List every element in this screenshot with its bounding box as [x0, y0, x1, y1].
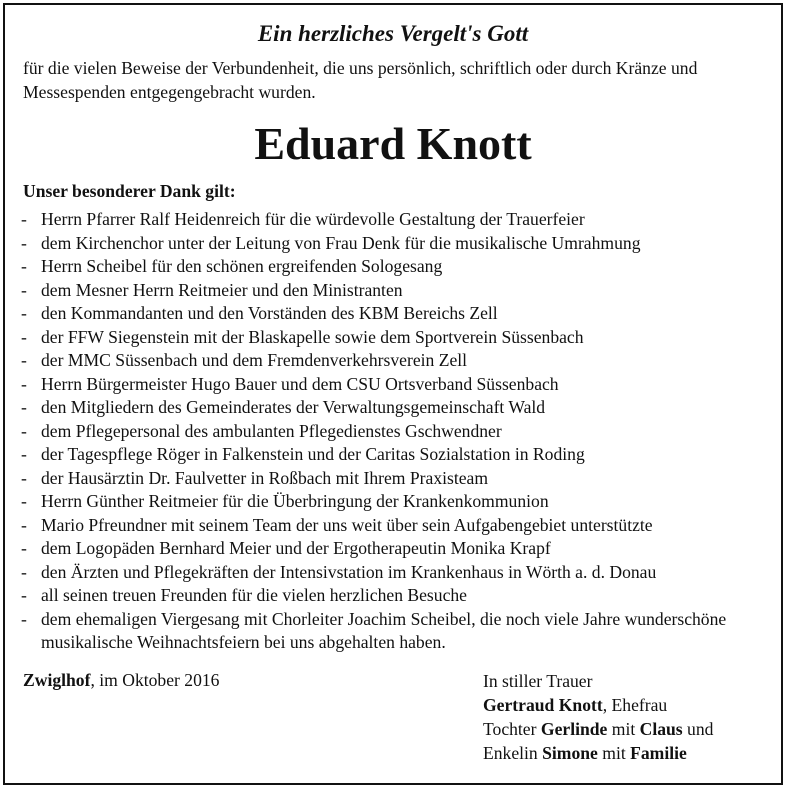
bullet-dash: -	[21, 561, 27, 582]
thanks-list	[21, 208, 773, 655]
list-item-text: den Kommandanten und den Vorständen des KBM Bereichs Zell	[41, 303, 498, 323]
list-item	[21, 584, 773, 608]
intro-text: für die vielen Beweise der Verbundenheit, die uns persönlich, schriftlich oder durch Kränze und Messespenden entgegengebracht wurden.	[23, 58, 698, 102]
list-item	[21, 561, 773, 585]
thanks-heading: Unser besonderer Dank gilt:	[23, 181, 236, 201]
signature-line: In stiller Trauer	[483, 671, 593, 691]
bullet-dash: -	[21, 420, 27, 441]
place-date-text: , im Oktober 2016	[90, 670, 220, 690]
signature-line	[483, 693, 713, 717]
bullet-dash: -	[21, 209, 27, 229]
list-item	[21, 208, 773, 232]
list-item-text: der Tagespflege Röger in Falkenstein und der Caritas Sozialstation in Roding	[41, 444, 585, 464]
bullet-dash: -	[21, 232, 27, 253]
bullet-dash: -	[21, 350, 27, 370]
list-item-text: dem Kirchenchor unter der Leitung von Frau Denk für die musikalische Umrahmung	[41, 232, 641, 253]
bullet-dash: -	[21, 585, 27, 605]
list-item	[21, 608, 773, 655]
list-item	[21, 373, 773, 397]
list-item-text: all seinen treuen Freunden für die vielen herzlichen Besuche	[41, 585, 467, 605]
list-item-text: dem Mesner Herrn Reitmeier und den Ministranten	[41, 279, 403, 300]
bullet-dash: -	[21, 444, 27, 464]
bullet-dash: -	[21, 373, 27, 394]
list-item-text: den Mitgliedern des Gemeinderates der Verwaltungsgemeinschaft Wald	[41, 397, 546, 417]
bullet-dash: -	[21, 467, 27, 488]
signature-text: mit	[607, 719, 640, 739]
deceased-name: Eduard Knott	[254, 118, 532, 169]
notice-frame	[3, 3, 783, 785]
bullet-dash: -	[21, 608, 27, 629]
signature-name: Familie	[630, 743, 687, 763]
signature-text: Enkelin	[483, 743, 543, 763]
list-item-text: der Hausärztin Dr. Faulvetter in Roßbach mit Ihrem Praxisteam	[41, 467, 489, 488]
signature-name: Simone	[542, 743, 598, 763]
list-item	[21, 514, 773, 538]
bullet-dash: -	[21, 326, 27, 347]
list-item	[21, 467, 773, 491]
bullet-dash: -	[21, 538, 27, 558]
bullet-dash: -	[21, 491, 27, 511]
bullet-dash: -	[21, 279, 27, 300]
list-item	[21, 326, 773, 350]
signature-text: Tochter	[483, 719, 541, 739]
bullet-dash: -	[21, 256, 27, 276]
list-item-text: der MMC Süssenbach und dem Fremdenverkehrsverein Zell	[41, 350, 468, 370]
list-item-text: den Ärzten und Pflegekräften der Intensivstation im Krankenhaus in Wörth a. d. Donau	[41, 561, 657, 582]
headline: Ein herzliches Vergelt's Gott	[257, 21, 529, 46]
bullet-dash: -	[21, 514, 27, 535]
list-item	[21, 302, 773, 326]
signature-text: , Ehefrau	[602, 695, 668, 715]
list-item-text: Herrn Scheibel für den schönen ergreifenden Sologesang	[41, 256, 443, 276]
list-item-text: dem ehemaligen Viergesang mit Chorleiter Joachim Scheibel, die noch viele Jahre wunderschöne musikalische Weihnachtsfeiern bei uns abgehalten haben.	[41, 608, 727, 652]
list-item-text: dem Logopäden Bernhard Meier und der Ergotherapeutin Monika Krapf	[41, 538, 551, 558]
place-town: Zwiglhof	[23, 670, 91, 690]
place-date	[23, 669, 219, 692]
bullet-dash: -	[21, 303, 27, 323]
signature-text: und	[682, 719, 714, 739]
list-item-text: dem Pflegepersonal des ambulanten Pflegedienstes Gschwendner	[41, 420, 502, 441]
list-item	[21, 279, 773, 303]
list-item	[21, 255, 773, 279]
list-item	[21, 396, 773, 420]
signature-name: Gerlinde	[540, 719, 608, 739]
list-item	[21, 232, 773, 256]
list-item-text: Herrn Bürgermeister Hugo Bauer und dem CSU Ortsverband Süssenbach	[41, 373, 559, 394]
list-item-text: Herrn Pfarrer Ralf Heidenreich für die würdevolle Gestaltung der Trauerfeier	[41, 209, 585, 229]
list-item-text: Mario Pfreundner mit seinem Team der uns weit über sein Aufgabengebiet unterstützte	[41, 514, 653, 535]
signature-name: Claus	[639, 719, 683, 739]
list-item	[21, 349, 773, 373]
signature-name: Gertraud Knott	[483, 695, 603, 715]
list-item-text: der FFW Siegenstein mit der Blaskapelle sowie dem Sportverein Süssenbach	[41, 326, 584, 347]
signature-line	[483, 717, 713, 741]
bullet-dash: -	[21, 397, 27, 417]
signature-line	[483, 741, 713, 765]
list-item	[21, 490, 773, 514]
list-item-text: Herrn Günther Reitmeier für die Überbringung der Krankenkommunion	[41, 491, 549, 511]
signature-block	[483, 669, 713, 765]
list-item	[21, 443, 773, 467]
signature-text: mit	[597, 743, 631, 763]
list-item	[21, 420, 773, 444]
list-item	[21, 537, 773, 561]
